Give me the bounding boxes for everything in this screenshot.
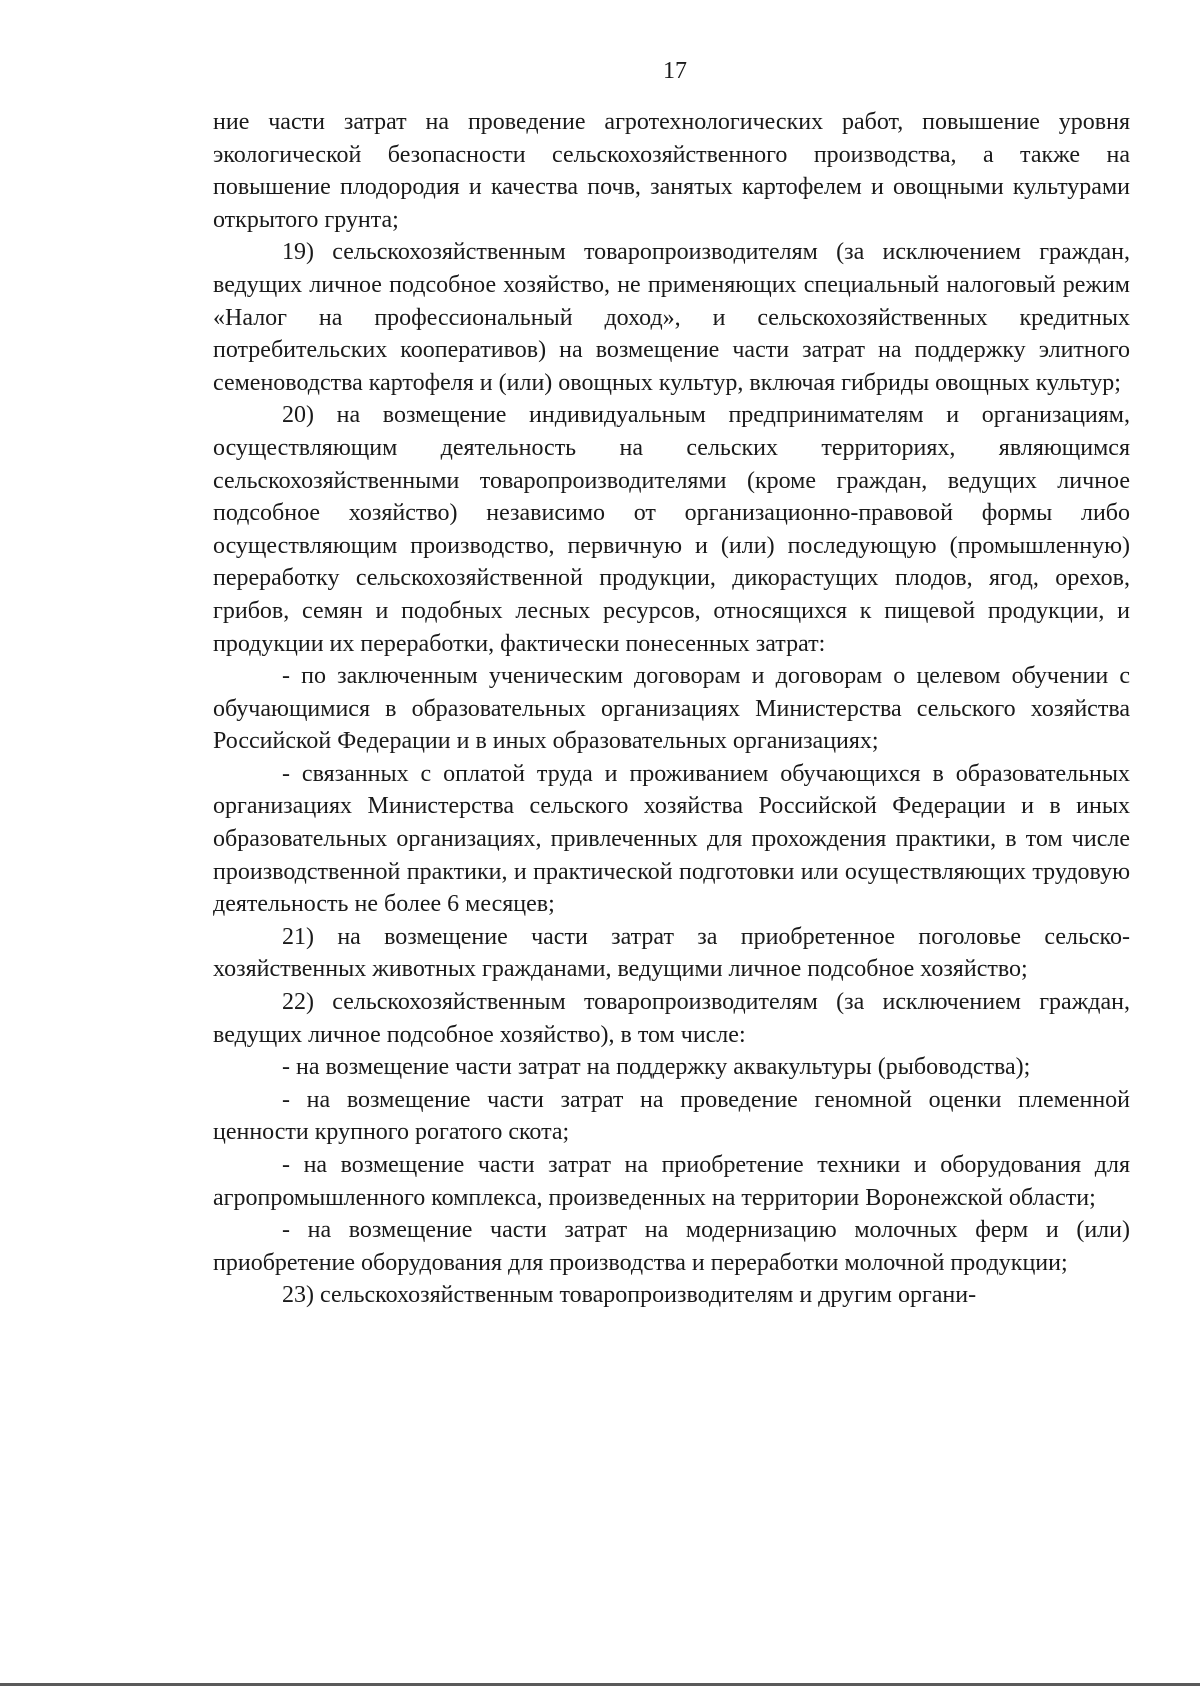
paragraph-continuation: ние части затрат на проведение агротехнологических работ, повышение уровня экологической безопасности сельскохозяйственного производства, а также на повышение плодородия и качества почв, занятых картофелем и овощными культурами открытого грунта;: [213, 109, 1130, 233]
paragraph-subitem-dairy-modernization: - на возмещение части затрат на модернизацию молочных ферм и (или) приобретение оборудования для производства и переработки молочной продукции;: [213, 1217, 1130, 1276]
document-body: [213, 106, 1130, 1312]
paragraph-item-23: 23) сельскохозяйственным товаропроизводителям и другим органи-: [282, 1282, 977, 1309]
paragraph-item-19: 19) сельскохозяйственным товаропроизводителям (за исключением граждан, ведущих личное подсобное хозяйство, не применяющих специальный налоговый режим «Налог на профессиональный доход», и сельскохозяйственных кредитных потребительских кооперативов) на возмещение части затрат на поддержку элитного семеноводства картофеля и (или) овощных культур, включая гибриды овощных культур;: [213, 239, 1130, 396]
paragraph-subitem-training-contracts: - по заключенным ученическим договорам и договорам о целевом обучении с обучающимися в образовательных организациях Министерства сельского хозяйства Российской Федерации и в иных образовательных организациях;: [213, 663, 1130, 755]
paragraph-subitem-genomic-evaluation: - на возмещение части затрат на проведение геномной оценки племенной ценности крупного рогатого скота;: [213, 1086, 1130, 1146]
paragraph-subitem-aquaculture: - на возмещение части затрат на поддержку аквакультуры (рыбоводства);: [282, 1054, 1031, 1081]
paragraph-subitem-wages-housing: - связанных с оплатой труда и проживанием обучающихся в образовательных организациях Министерства сельского хозяйства Российской Федерации и в иных образовательных организациях, привлеченных для прохождения практики, в том числе производственной практики, и практической подготовки или осуществляющих трудовую деятельность не более 6 месяцев;: [213, 760, 1130, 918]
paragraph-item-21: 21) на возмещение части затрат за приобретенное поголовье сельскохозяйственных животных гражданами, ведущими личное подсобное хозяйство;: [213, 923, 1130, 983]
page-number: 17: [663, 58, 687, 84]
scan-bottom-edge-line: [0, 1683, 1200, 1686]
paragraph-item-20: 20) на возмещение индивидуальным предпринимателям и организациям, осуществляющим деятельность на сельских территориях, являющимся сельскохозяйственными товаропроизводителями (кроме граждан, ведущих личное подсобное хозяйство) независимо от организационно-правовой формы либо осуществляющим производство, первичную и (или) последующую (промышленную) переработку сельскохозяйственной продукции, дикорастущих плодов, ягод, орехов, грибов, семян и подобных лесных ресурсов, относящихся к пищевой продукции, и продукции их переработки, фактически понесенных затрат:: [213, 402, 1130, 657]
paragraph-subitem-equipment-purchase: - на возмещение части затрат на приобретение техники и оборудования для агропромышленного комплекса, произведенных на территории Воронежской области;: [213, 1152, 1130, 1211]
paragraph-item-22: 22) сельскохозяйственным товаропроизводителям (за исключением граждан, ведущих личное подсобное хозяйство), в том числе:: [213, 989, 1130, 1048]
